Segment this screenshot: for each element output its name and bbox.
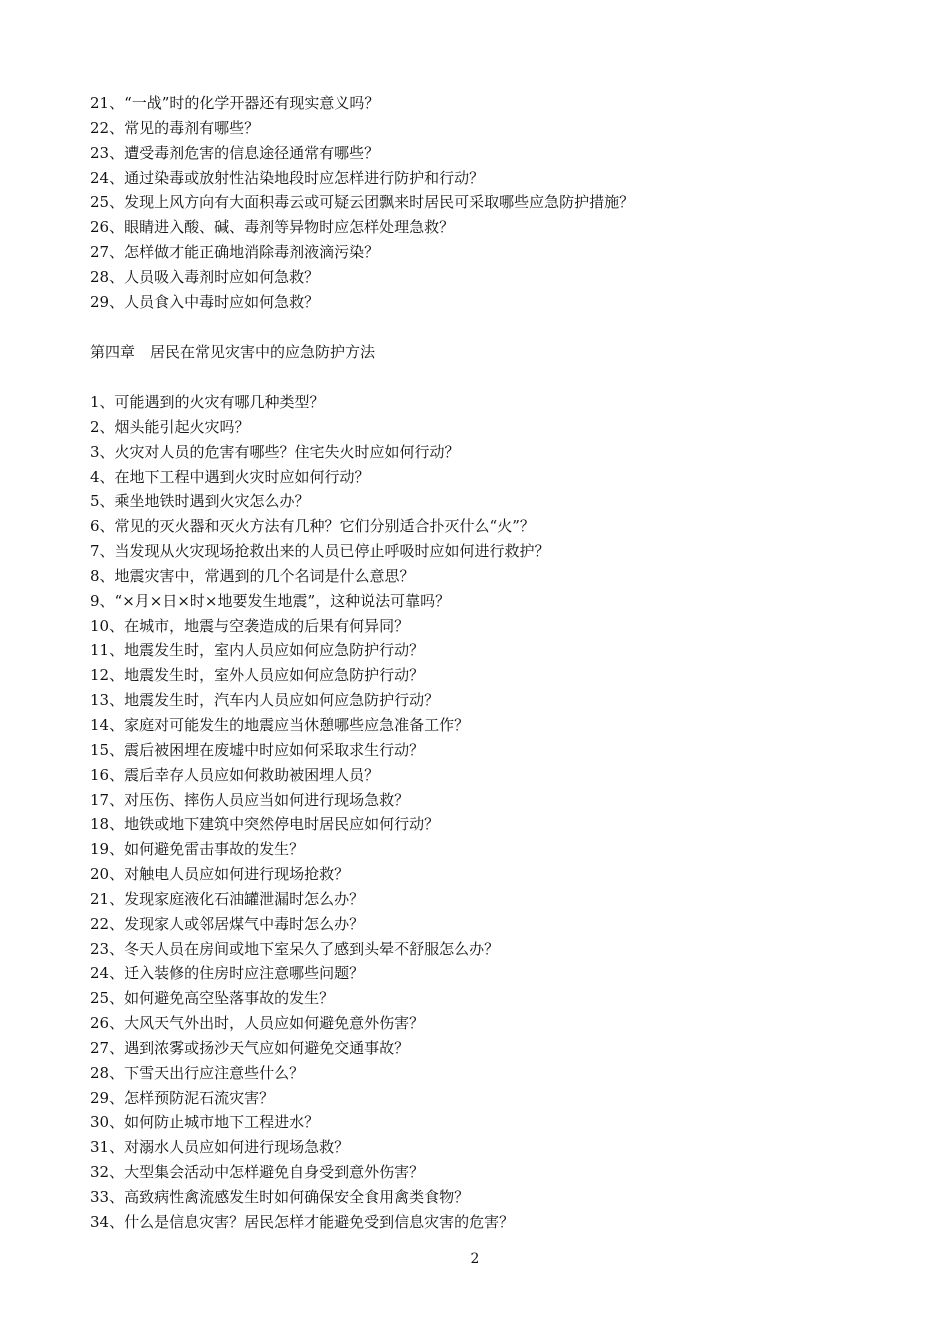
question-item: 6、常见的灭火器和灭火方法有几种？它们分别适合扑灭什么“火”？ xyxy=(90,517,535,536)
question-item: 18、地铁或地下建筑中突然停电时居民应如何行动？ xyxy=(90,815,440,834)
question-item: 29、人员食入中毒时应如何急救？ xyxy=(90,292,320,311)
question-item: 32、大型集会活动中怎样避免自身受到意外伤害？ xyxy=(90,1163,425,1182)
chapter-heading: 第四章 居民在常见灾害中的应急防护方法 xyxy=(90,343,376,361)
question-item: 22、发现家人或邻居煤气中毒时怎么办？ xyxy=(90,914,365,933)
question-item: 24、迁入装修的住房时应注意哪些问题？ xyxy=(90,964,365,983)
question-list-chapter-4 xyxy=(90,390,550,1235)
question-item: 26、大风天气外出时，人员应如何避免意外伤害？ xyxy=(90,1014,425,1033)
question-item: 25、发现上风方向有大面积毒云或可疑云团飘来时居民可采取哪些应急防护措施？ xyxy=(90,193,635,212)
question-item: 12、地震发生时，室外人员应如何应急防护行动？ xyxy=(90,666,425,685)
question-item: 24、通过染毒或放射性沾染地段时应怎样进行防护和行动？ xyxy=(90,168,485,187)
question-item: 21、发现家庭液化石油罐泄漏时怎么办？ xyxy=(90,889,365,908)
question-item: 25、如何避免高空坠落事故的发生？ xyxy=(90,989,335,1008)
question-item: 19、如何避免雷击事故的发生？ xyxy=(90,840,305,859)
question-item: 28、下雪天出行应注意些什么？ xyxy=(90,1063,305,1082)
question-item: 23、冬天人员在房间或地下室呆久了感到头晕不舒服怎么办？ xyxy=(90,939,500,958)
question-item: 31、对溺水人员应如何进行现场急救？ xyxy=(90,1138,350,1157)
question-item: 34、什么是信息灾害？居民怎样才能避免受到信息灾害的危害？ xyxy=(90,1212,515,1231)
question-item: 17、对压伤、摔伤人员应当如何进行现场急救？ xyxy=(90,790,410,809)
question-item: 26、眼睛进入酸、碱、毒剂等异物时应怎样处理急救？ xyxy=(90,218,455,237)
question-item: 8、地震灾害中，常遇到的几个名词是什么意思？ xyxy=(90,566,415,585)
page-number: 2 xyxy=(470,1251,480,1267)
question-item: 21、“一战”时的化学开器还有现实意义吗？ xyxy=(90,94,380,112)
question-item: 22、常见的毒剂有哪些？ xyxy=(90,118,260,137)
question-item: 1、可能遇到的火灾有哪几种类型？ xyxy=(90,393,325,411)
question-item: 2、烟头能引起火灾吗？ xyxy=(90,417,250,436)
question-item: 11、地震发生时，室内人员应如何应急防护行动？ xyxy=(90,641,425,660)
question-item: 27、遇到浓雾或扬沙天气应如何避免交通事故？ xyxy=(90,1038,410,1057)
question-item: 14、家庭对可能发生的地震应当休憩哪些应急准备工作？ xyxy=(90,715,470,734)
question-item: 23、遭受毒剂危害的信息途径通常有哪些？ xyxy=(90,143,380,162)
question-item: 20、对触电人员应如何进行现场抢救？ xyxy=(90,865,350,884)
question-item: 9、“×月×日×时×地要发生地震”，这种说法可靠吗？ xyxy=(90,591,451,610)
question-item: 16、震后幸存人员应如何救助被困埋人员？ xyxy=(90,765,380,784)
question-item: 7、当发现从火灾现场抢救出来的人员已停止呼吸时应如何进行救护？ xyxy=(90,542,550,561)
question-item: 15、震后被困埋在废墟中时应如何采取求生行动？ xyxy=(90,740,425,759)
question-item: 27、怎样做才能正确地消除毒剂液滴污染？ xyxy=(90,243,380,262)
question-item: 28、人员吸入毒剂时应如何急救？ xyxy=(90,267,320,286)
question-item: 10、在城市，地震与空袭造成的后果有何异同？ xyxy=(90,616,410,635)
question-item: 5、乘坐地铁时遇到火灾怎么办？ xyxy=(90,492,310,511)
question-item: 13、地震发生时，汽车内人员应如何应急防护行动？ xyxy=(90,691,440,710)
question-list-part-a xyxy=(90,91,634,315)
question-item: 33、高致病性禽流感发生时如何确保安全食用禽类食物？ xyxy=(90,1188,470,1206)
question-item: 30、如何防止城市地下工程进水？ xyxy=(90,1113,320,1132)
question-item: 4、在地下工程中遇到火灾时应如何行动？ xyxy=(90,467,370,486)
question-item: 3、火灾对人员的危害有哪些？住宅失火时应如何行动？ xyxy=(90,442,460,461)
question-item: 29、怎样预防泥石流灾害？ xyxy=(90,1088,275,1107)
